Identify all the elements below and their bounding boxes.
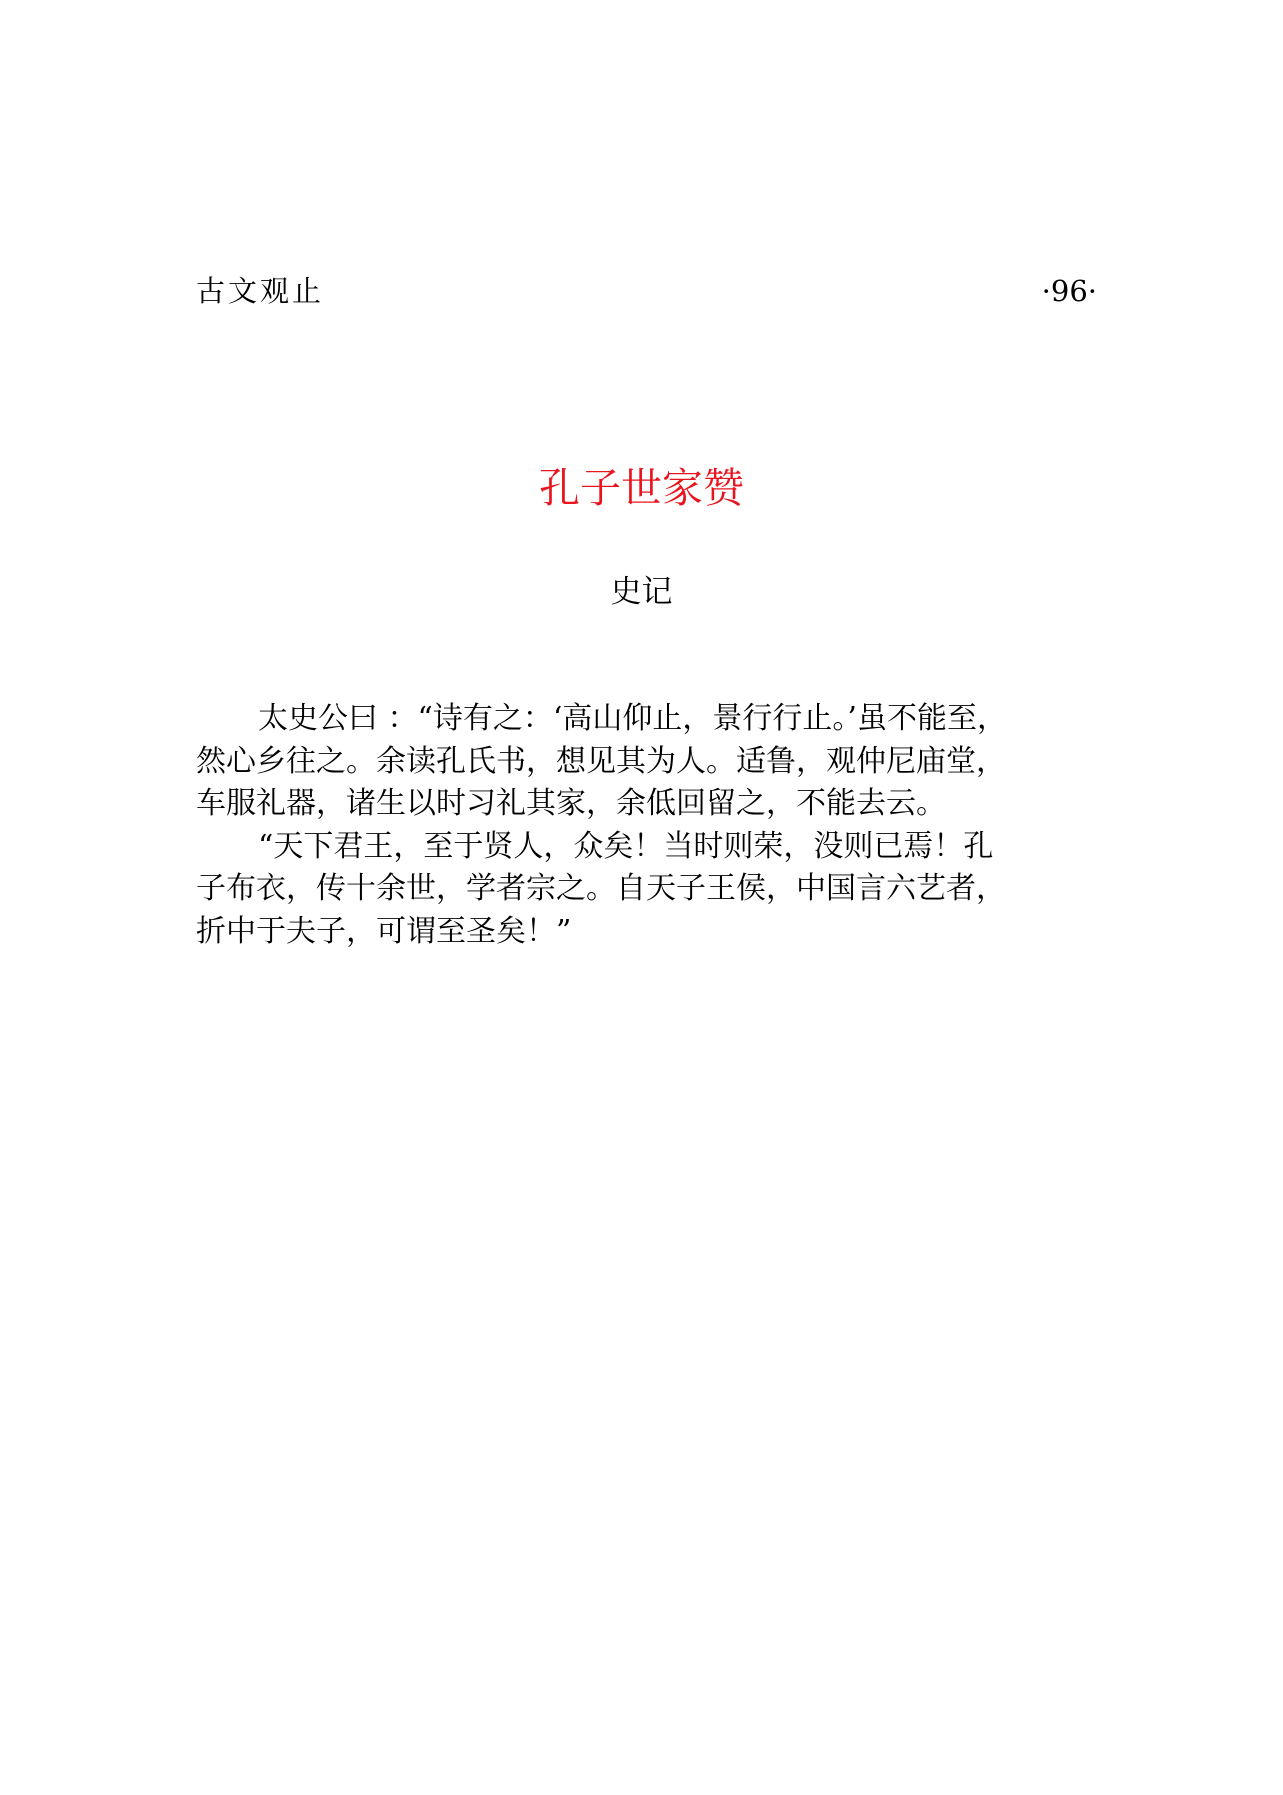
article-title: 孔子世家赞 [539,464,744,512]
body-line-4: “天下君王，至于贤人，众矣！当时则荣，没则已焉！孔 [258,828,994,864]
article-author: 史记 [610,574,673,610]
page-number: ·96· [1041,274,1097,308]
article-body [196,698,1106,953]
body-line-5: 子布衣，传十余世，学者宗之。自天子王侯，中国言六艺者， [196,871,1006,906]
body-line-2: 然心乡往之。余读孔氏书，想见其为人。适鲁，观仲尼庙堂， [196,743,1006,779]
body-line-1: 太史公曰 ：“诗有之：‘高山仰止，景行行止。’虽不能至， [258,701,1007,736]
running-header-title: 古文观止 [196,274,325,308]
body-line-3: 车服礼器，诸生以时习礼其家，余低回留之，不能去云。 [196,786,946,821]
body-line-6: 折中于夫子，可谓至圣矣！” [196,913,572,949]
